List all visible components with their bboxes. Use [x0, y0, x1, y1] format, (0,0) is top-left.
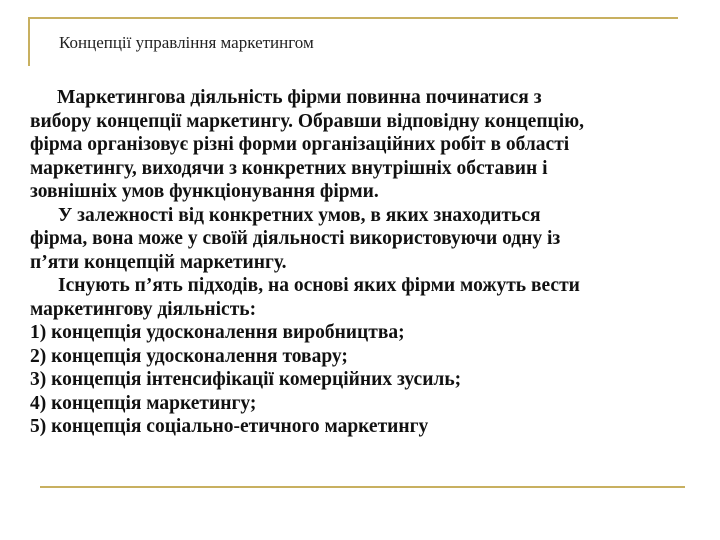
body-line: Маркетингова діяльність фірми повинна починатися з: [57, 87, 542, 108]
list-item: 5) концепція соціально-етичного маркетингу: [30, 416, 429, 437]
body-line: зовнішніх умов функціонування фірми.: [30, 181, 379, 202]
frame-top-line: [28, 17, 678, 19]
body-line: маркетингову діяльність:: [30, 298, 257, 320]
list-item: 1) концепція удосконалення виробництва;: [30, 322, 405, 343]
body-line: п’яти концепцій маркетингу.: [30, 251, 287, 273]
body-line: маркетингу, виходячи з конкретних внутрішніх обставин і: [30, 157, 548, 179]
frame-left-line: [28, 17, 30, 66]
list-item: 4) концепція маркетингу;: [30, 392, 257, 414]
body-line: фірма організовує різні форми організаційних робіт в області: [30, 134, 570, 155]
list-item: 3) концепція інтенсифікації комерційних зусиль;: [30, 369, 462, 390]
body-line: фірма, вона може у своїй діяльності використовуючи одну із: [30, 228, 561, 249]
body-line: У залежності від конкретних умов, в яких знаходиться: [58, 204, 541, 226]
slide-body: [30, 86, 720, 439]
slide-title: Концепції управління маркетингом: [59, 33, 314, 52]
body-line: вибору концепції маркетингу. Обравши відповідну концепцію,: [30, 110, 584, 132]
body-line: Існують п’ять підходів, на основі яких фірми можуть вести: [58, 275, 580, 296]
frame-bottom-line: [40, 486, 685, 488]
list-item: 2) концепція удосконалення товару;: [30, 345, 348, 367]
